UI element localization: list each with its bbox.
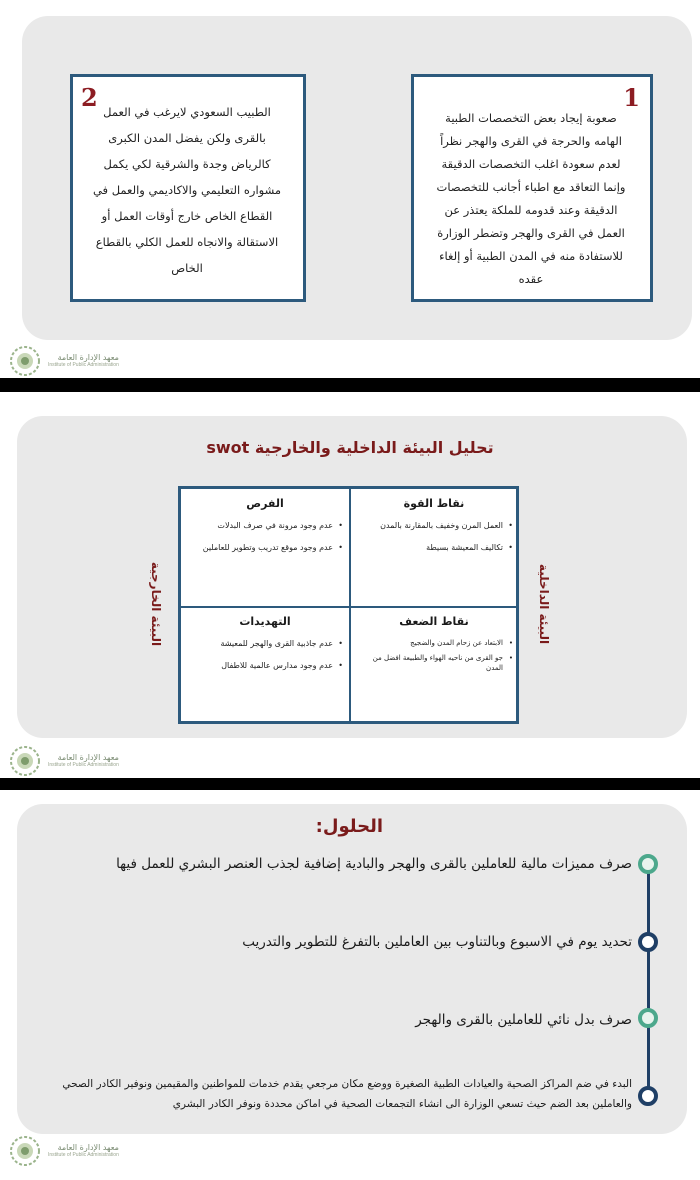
logo-emblem-icon [8, 1134, 42, 1168]
logo-name-ar: معهد الإدارة العامة [57, 353, 119, 363]
list-item: • عدم وجود مرونة في صرف البدلات [187, 520, 343, 532]
card-number: 1 [623, 83, 640, 112]
solution-item: البدء في ضم المراكز الصحية والعيادات الطبية الصغيرة ووضع مكان مرجعي يقدم خدمات للمواطنين والمقيمين ونوفير الكادر الصحي والعاملين بعد الضم حيث تسعي الوزارة الى انشاء التجمعات الصحية في اماكن محددة ونوفر الكادر البشري [62, 1078, 632, 1110]
swot-title: تحليل البيئة الداخلية والخارجية swot [206, 438, 494, 457]
list-item: • تكاليف المعيشة بسيطة [355, 542, 513, 554]
logo-name-ar: معهد الإدارة العامة [57, 1143, 119, 1153]
solution-item: صرف بدل نائي للعاملين بالقرى والهجر [415, 1012, 632, 1028]
institute-logo [8, 344, 119, 378]
list-item: • عدم وجود مدارس عالمية للاطفال [187, 660, 343, 672]
quadrant-title: التهديدات [239, 615, 291, 628]
timeline-dot-icon [638, 932, 658, 952]
quadrant-weaknesses [355, 615, 513, 678]
logo-name-en: Institute of Public Administration [48, 761, 119, 768]
timeline-line [647, 862, 650, 1094]
list-item: • جو القرى من ناحيه الهواء والطبيعة افضل من المدن [355, 653, 513, 673]
card-number: 2 [81, 83, 98, 112]
list-item: • عدم وجود موقع تدريب وتطوير للعاملين [187, 542, 343, 554]
logo-name-en: Institute of Public Administration [48, 361, 119, 368]
list-item: • الابتعاد عن زحام المدن والضجيج [355, 638, 513, 648]
logo-name-en: Institute of Public Administration [48, 1151, 119, 1158]
quadrant-threats [187, 615, 343, 682]
quadrant-title: نقاط القوة [403, 497, 465, 510]
problem-card-2 [70, 74, 306, 302]
matrix-divider-vertical [349, 489, 351, 721]
problem-card-1 [411, 74, 653, 302]
quadrant-strengths [355, 497, 513, 564]
card-text: الطبيب السعودي لايرغب في العمل بالقرى ولكن يفضل المدن الكبرى كالرياض وجدة والشرقية لكي يكمل مشواره التعليمي والاكاديمي والعمل في القطاع الخاص خارج أوقات العمل أو الاستقالة والانجاه للعمل الكلي بالقطاع الخاص [92, 105, 282, 275]
timeline-dot-icon [638, 1008, 658, 1028]
quadrant-title: نقاط الضعف [399, 615, 469, 628]
swot-matrix [178, 486, 519, 724]
haraj-watermark: حراج [603, 1142, 666, 1172]
logo-emblem-icon [8, 344, 42, 378]
timeline-dot-icon [638, 854, 658, 874]
solution-item: صرف مميزات مالية للعاملين بالقرى والهجر والبادية إضافية لجذب العنصر البشري للعمل فيها [116, 856, 632, 872]
timeline-dot-icon [638, 1086, 658, 1106]
solution-item: تحديد يوم في الاسبوع وبالتناوب بين العاملين بالتفرغ للتطوير والتدريب [242, 934, 632, 950]
card-text: صعوبة إيجاد بعض التخصصات الطبية الهامه والحرجة في القرى والهجر نظراً لعدم سعودة اغلب التخصصات الدقيقة وإنما التعاقد مع اطباء أجانب للتخصصات الدقيقة وعند قدومه للملكة يعتذر عن العمل في القرى والهجر وتضطر الوزارة للاستفادة منه في المدن الطبية أو إلغاء عقده [436, 111, 626, 286]
matrix-divider-horizontal [181, 606, 516, 608]
list-item: • عدم جاذبية القرى والهجر للمعيشة [187, 638, 343, 650]
solutions-title: الحلول: [315, 816, 383, 837]
institute-logo [8, 1134, 119, 1168]
logo-emblem-icon [8, 744, 42, 778]
quadrant-title: الفرص [246, 497, 284, 510]
quadrant-opportunities [187, 497, 343, 564]
side-label-internal: البيئة الداخلية [537, 563, 551, 645]
institute-logo [8, 744, 119, 778]
slide-swot [0, 392, 700, 778]
logo-name-ar: معهد الإدارة العامة [57, 753, 119, 763]
slide-problems [0, 0, 700, 378]
list-item: • العمل المرن وخفيف بالمقارنة بالمدن [355, 520, 513, 532]
side-label-external: البيئة الخارجية [149, 561, 163, 647]
slide-solutions [0, 790, 700, 1180]
